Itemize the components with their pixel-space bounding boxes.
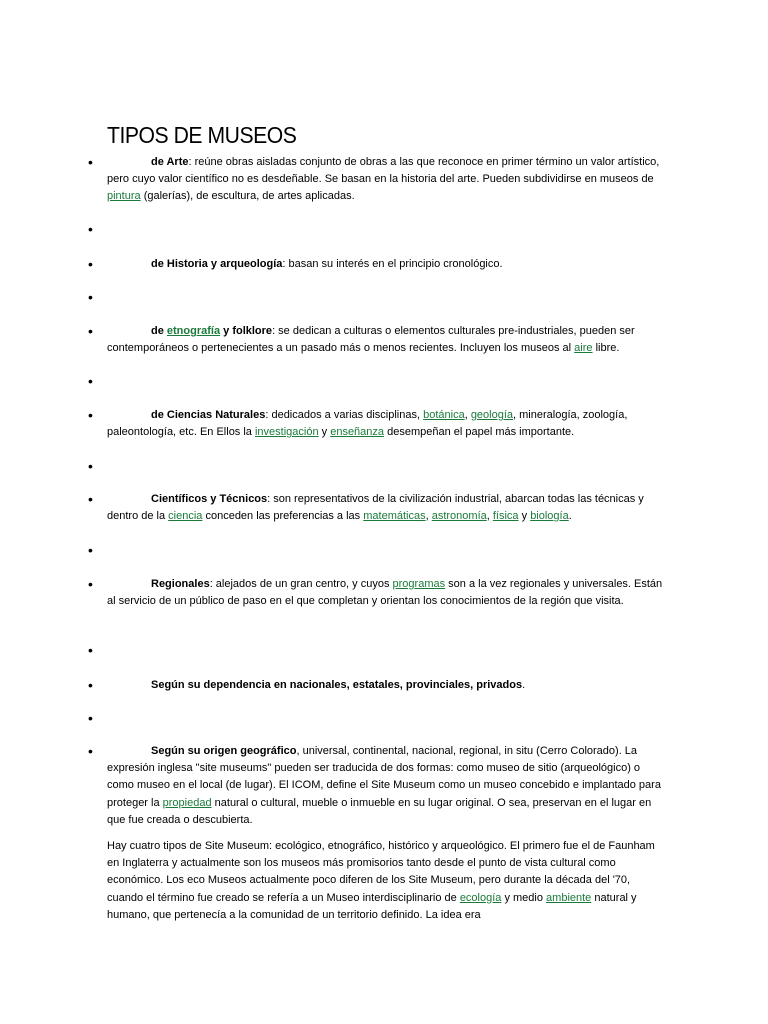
text: , — [464, 409, 471, 421]
bullet-empty: • — [88, 542, 93, 558]
link-aire[interactable]: aire — [574, 342, 593, 355]
text: y medio — [501, 891, 547, 904]
link-ensenanza[interactable]: enseñanza — [330, 426, 385, 439]
link-matematicas[interactable]: matemáticas — [363, 510, 426, 523]
paragraph-site-museum — [107, 838, 667, 924]
text: y — [318, 426, 331, 439]
bullet: • — [88, 743, 93, 759]
link-pintura[interactable]: pintura — [107, 190, 141, 203]
text: natural y humano, que pertenecía a la comunidad de un territorio definido. La idea era — [107, 891, 637, 921]
link-biologia[interactable]: biología — [530, 510, 569, 523]
bullet: • — [88, 677, 93, 693]
link-ciencia[interactable]: ciencia — [168, 510, 203, 523]
text: Hay cuatro tipos de Site Museum: ecológico, etnográfico, histórico y arqueológico. El primero fue el de Faunham en Inglaterra y actualmente son los museos más promisorios tanto desde el punto de vista cultural como económico. Los eco Museos actualmente poco diferen de los Site Museum, pero durante la década del '70, cuando el término fue creado se refería a un Museo interdisciplinario de — [107, 840, 655, 904]
text: . — [522, 679, 526, 691]
text: , — [486, 510, 493, 523]
term-cientificos: Científicos y Técnicos — [151, 493, 268, 505]
link-fisica[interactable]: física — [492, 510, 519, 523]
term-origen: Según su origen geográfico — [151, 745, 297, 757]
paragraph-arte — [107, 154, 667, 206]
text: (galerías), de escultura, de artes aplicadas. — [140, 190, 355, 203]
text: : dedicados a varias disciplinas, — [265, 409, 424, 421]
text: , — [425, 510, 432, 523]
bullet-empty: • — [88, 642, 93, 658]
term-etnografia-prefix: de — [151, 325, 167, 337]
text: : se dedican a culturas o elementos culturales pre-industriales, pueden ser contemporáneos o pertenecientes a un pasado más o menos recientes. Incluyen los museos al — [107, 325, 635, 355]
paragraph-ciencias — [107, 407, 667, 441]
bullet-empty: • — [88, 221, 93, 237]
link-geologia[interactable]: geología — [470, 409, 514, 421]
text: desempeñan el papel más importante. — [384, 426, 575, 439]
text: y — [518, 510, 531, 523]
term-dependencia: Según su dependencia en nacionales, estatales, provinciales, privados — [151, 679, 523, 691]
bullet: • — [88, 256, 93, 272]
bullet-empty: • — [88, 458, 93, 474]
link-botanica[interactable]: botánica — [423, 409, 465, 421]
bullet-empty: • — [88, 710, 93, 726]
text: . — [568, 510, 572, 523]
text: : reúne obras aisladas conjunto de obras a las que reconoce en primer término un valor artístico, pero cuyo valor científico no es desdeñable. Se basan en la historia del arte. Pueden subdividirse en museos de — [107, 156, 660, 186]
bullet: • — [88, 491, 93, 507]
text: conceden las preferencias a las — [202, 510, 364, 523]
text: natural o cultural, mueble o inmueble en su lugar original. O sea, preservan en el lugar en que fue creada o descubierta. — [107, 796, 652, 826]
page-title: TIPOS DE MUSEOS — [107, 122, 297, 148]
text: , mineralogía, zoología, paleontología, etc. En Ellos la — [107, 409, 628, 439]
bullet: • — [88, 154, 93, 170]
bullet: • — [88, 407, 93, 423]
link-etnografia[interactable]: etnografía — [166, 325, 221, 337]
link-ambiente[interactable]: ambiente — [546, 891, 592, 904]
text: : son representativos de la civilización industrial, abarcan todas las técnicas y dentro de la — [107, 493, 644, 523]
bullet: • — [88, 323, 93, 339]
text: : alejados de un gran centro, y cuyos — [209, 578, 393, 590]
paragraph-dependencia — [107, 677, 667, 694]
paragraph-historia — [107, 256, 667, 273]
paragraph-etnografia — [107, 323, 667, 357]
paragraph-origen — [107, 743, 667, 829]
bullet-empty: • — [88, 373, 93, 389]
term-regionales: Regionales — [151, 578, 210, 590]
paragraph-cientificos — [107, 491, 667, 525]
term-ciencias: de Ciencias Naturales — [151, 409, 266, 421]
text: : basan su interés en el principio cronológico. — [282, 258, 503, 270]
term-folklore: y folklore — [220, 325, 273, 337]
term-historia: de Historia y arqueología — [151, 258, 283, 270]
text: libre. — [592, 342, 620, 355]
link-propiedad[interactable]: propiedad — [162, 796, 212, 809]
link-astronomia[interactable]: astronomía — [431, 510, 487, 523]
term-arte: de Arte — [151, 156, 189, 168]
text: son a la vez regionales y universales. Están al servicio de un público de paso en el que completan y orientan los conocimientos de la región que visita. — [107, 578, 663, 608]
text: , universal, continental, nacional, regional, in situ (Cerro Colorado). La expresión inglesa "site museums" pueden ser traducida de dos formas: como museo de sitio (arqueológico) o como museo en el local (de lugar). El ICOM, define el Site Museum como un museo concebido e implantado para proteger la — [107, 745, 661, 809]
paragraph-regionales — [107, 576, 667, 610]
link-programas[interactable]: programas — [392, 578, 446, 590]
link-ecologia[interactable]: ecología — [459, 891, 502, 904]
bullet: • — [88, 576, 93, 592]
link-investigacion[interactable]: investigación — [254, 426, 319, 439]
bullet-empty: • — [88, 289, 93, 305]
